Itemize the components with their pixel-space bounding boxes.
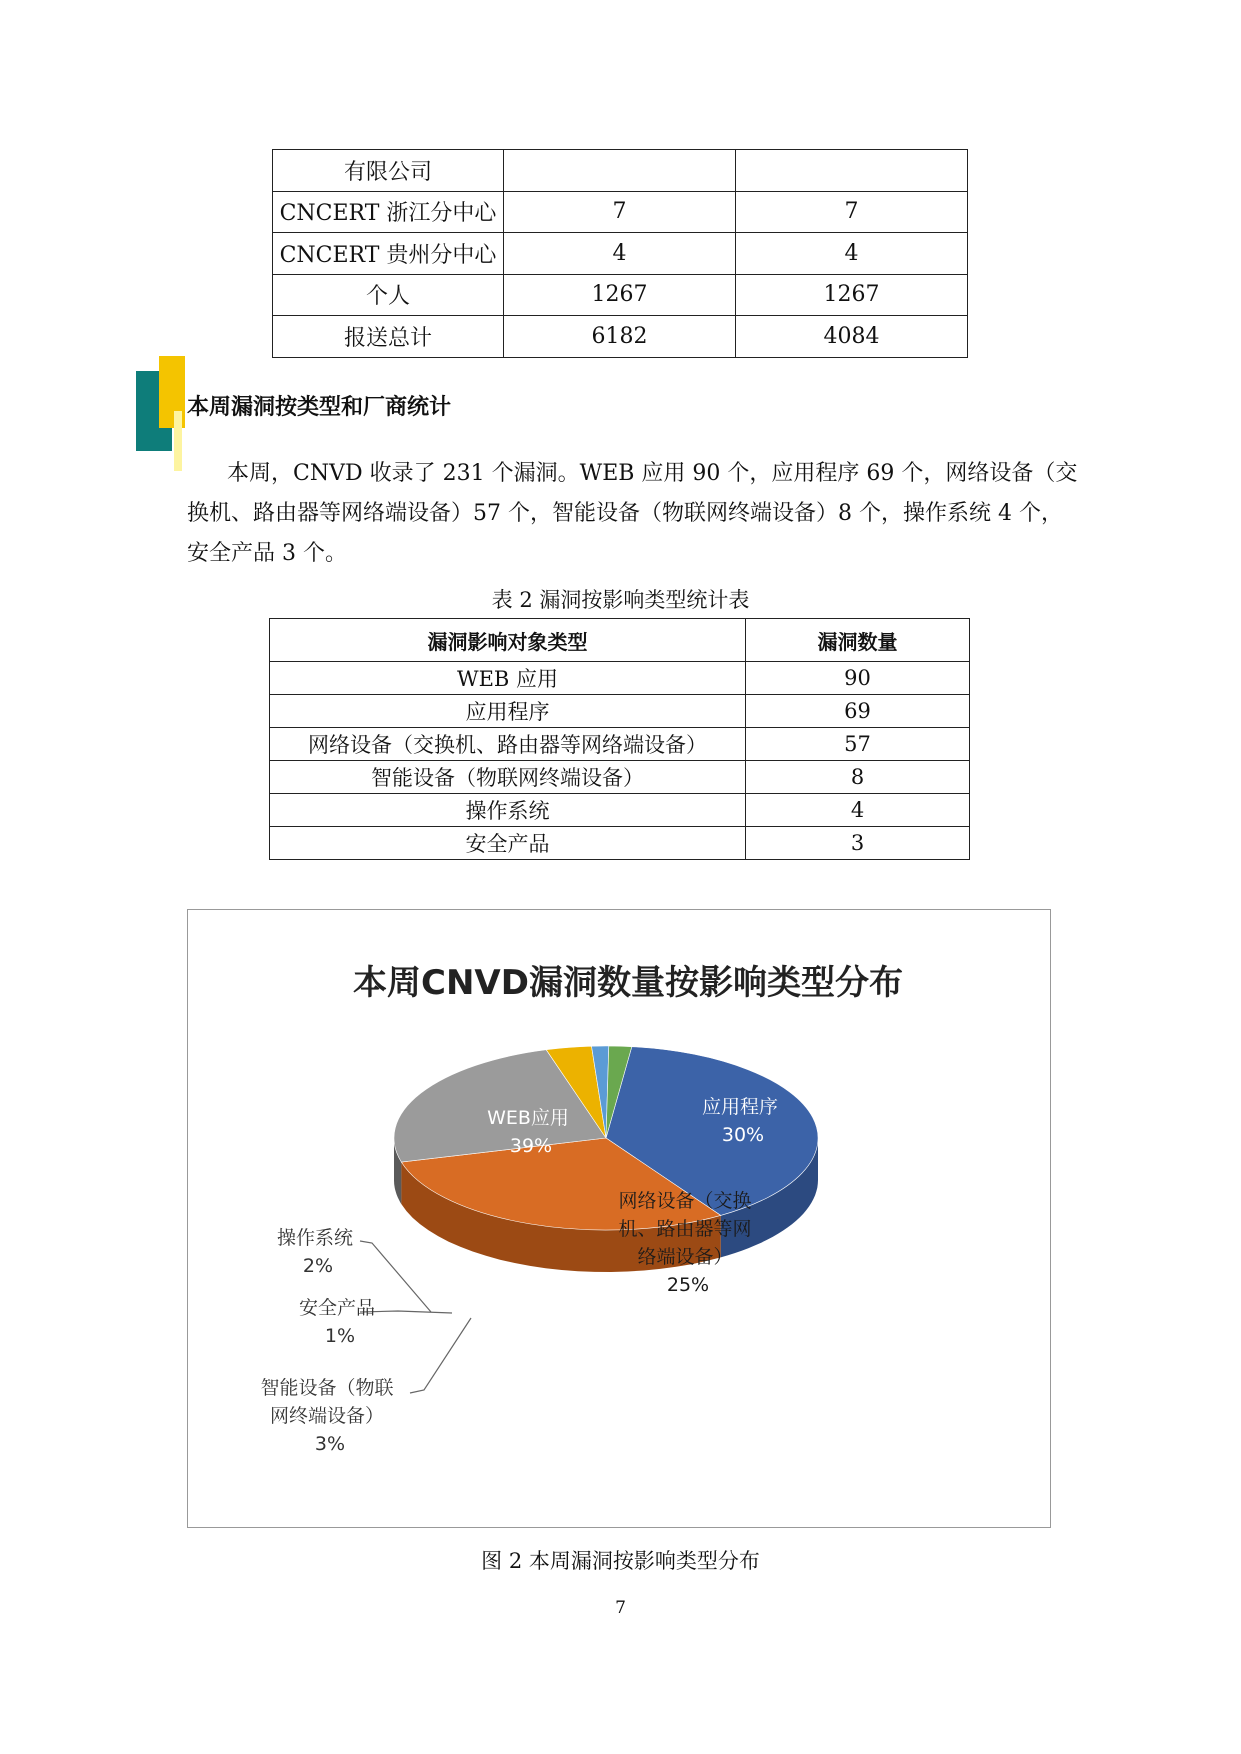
table-cell: 应用程序	[270, 695, 746, 728]
pie-chart-frame	[187, 909, 1051, 1528]
chart-title: 本周CNVD漏洞数量按影响类型分布	[353, 963, 903, 1003]
table-cell: 操作系统	[270, 794, 746, 827]
table-row	[270, 827, 970, 860]
data-label-network: 网络设备（交换 机、路由器等网 络端设备） 25%	[618, 1190, 752, 1296]
pie-chart	[188, 910, 1050, 1527]
submission-count-table	[272, 149, 968, 358]
table-cell: 有限公司	[273, 150, 504, 192]
table-row	[270, 695, 970, 728]
table-cell: 8	[746, 761, 970, 794]
table-cell: CNCERT 浙江分中心	[273, 191, 504, 233]
table-cell: 1267	[504, 274, 736, 316]
paragraph-line: 本周，CNVD 收录了 231 个漏洞。WEB 应用 90 个，应用程序 69 个，网络设备（交	[227, 461, 1078, 486]
table-cell: 4	[746, 794, 970, 827]
table-cell: 4	[504, 233, 736, 275]
table-cell: CNCERT 贵州分中心	[273, 233, 504, 275]
section-heading: 本周漏洞按类型和厂商统计	[187, 395, 452, 420]
table-row	[270, 794, 970, 827]
table-cell: 安全产品	[270, 827, 746, 860]
table-row	[273, 316, 968, 358]
table-cell: 57	[746, 728, 970, 761]
leader-line-iot	[410, 1318, 471, 1393]
data-label-app: 应用程序 30%	[701, 1096, 778, 1146]
table-row	[273, 233, 968, 275]
data-label-security: 安全产品 1%	[298, 1297, 375, 1347]
table-cell: 90	[746, 662, 970, 695]
column-header: 漏洞数量	[746, 619, 970, 662]
table-cell: 69	[746, 695, 970, 728]
table-row	[273, 191, 968, 233]
table-row	[270, 761, 970, 794]
table-caption: 表 2 漏洞按影响类型统计表	[491, 588, 750, 612]
table-cell: 7	[504, 191, 736, 233]
table-cell: 3	[746, 827, 970, 860]
paragraph-line: 换机、路由器等网络端设备）57 个，智能设备（物联网终端设备）8 个，操作系统 4 个，	[187, 501, 1063, 526]
table-cell: 4084	[736, 316, 968, 358]
table-row	[273, 274, 968, 316]
table-cell: 个人	[273, 274, 504, 316]
table-cell	[504, 150, 736, 192]
table-cell: 报送总计	[273, 316, 504, 358]
vulnerability-type-table	[269, 618, 970, 860]
table-cell	[736, 150, 968, 192]
column-header: 漏洞影响对象类型	[270, 619, 746, 662]
table-row	[270, 728, 970, 761]
paragraph-line: 安全产品 3 个。	[187, 541, 347, 566]
table-cell: 1267	[736, 274, 968, 316]
table-cell: 网络设备（交换机、路由器等网络端设备）	[270, 728, 746, 761]
table-cell: 6182	[504, 316, 736, 358]
section-marker-decoration	[136, 356, 192, 472]
data-label-iot: 智能设备（物联 网终端设备） 3%	[260, 1377, 394, 1455]
page-number: 7	[615, 1598, 626, 1618]
data-label-web: WEB应用 39%	[487, 1107, 569, 1157]
figure-caption: 图 2 本周漏洞按影响类型分布	[481, 1549, 760, 1573]
table-cell: WEB 应用	[270, 662, 746, 695]
table-cell: 7	[736, 191, 968, 233]
table-cell: 智能设备（物联网终端设备）	[270, 761, 746, 794]
table-cell: 4	[736, 233, 968, 275]
table-row	[273, 150, 968, 192]
table-row	[270, 662, 970, 695]
data-label-os: 操作系统 2%	[276, 1227, 353, 1277]
